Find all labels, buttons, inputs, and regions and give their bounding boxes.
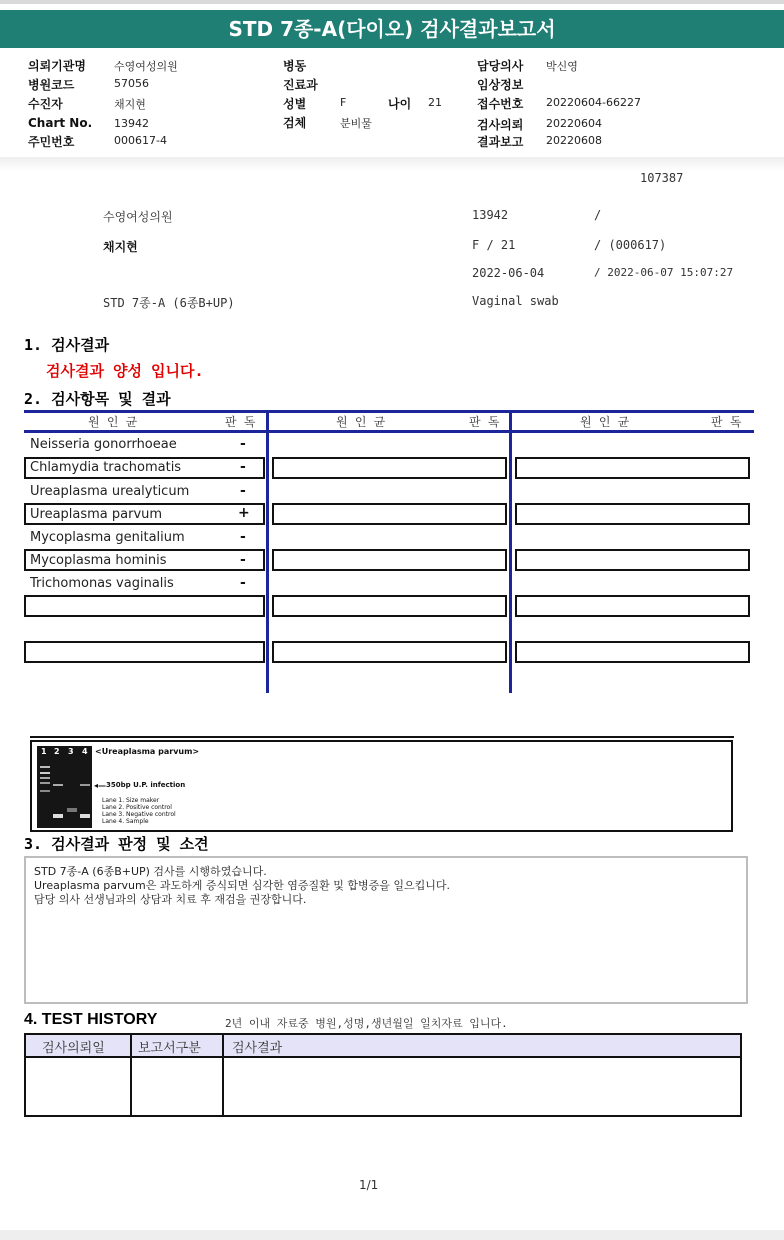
header-separator — [0, 157, 784, 171]
result-neisseria: - — [240, 436, 246, 452]
organism-urealyticum: Ureaplasma urealyticum — [30, 484, 190, 499]
result-cell-box — [515, 595, 750, 617]
gel-band — [40, 772, 50, 774]
specimen-value: 분비물 — [340, 117, 372, 130]
result-cell-box — [272, 457, 507, 479]
gel-band — [80, 784, 90, 786]
organism-neisseria: Neisseria gonorrhoeae — [30, 437, 177, 452]
summary-chart: 13942 — [472, 208, 509, 222]
request-value: 20220604 — [546, 117, 602, 130]
summary-patient: 채지현 — [103, 240, 138, 254]
page-number: 1/1 — [359, 1178, 379, 1192]
opinion-line-2: Ureaplasma parvum은 과도하게 증식되면 심각한 염증질환 및 합병증을 일으킵니다. — [34, 879, 450, 892]
gel-caption: <Ureaplasma parvum> — [95, 747, 200, 756]
summary-sample: Vaginal swab — [472, 294, 559, 308]
result-cell-box — [515, 641, 750, 663]
judge-header-1: 판 독 — [225, 415, 256, 429]
history-note: 2년 이내 자료중 병원,성명,생년월일 일치자료 입니다. — [225, 1017, 508, 1030]
specimen-label: 검체 — [283, 116, 307, 130]
result-trichomonas: - — [240, 575, 246, 591]
institution-label: 의뢰기관명 — [28, 59, 86, 73]
gel-band — [67, 808, 77, 812]
gel-band — [80, 814, 90, 818]
result-parvum: + — [238, 505, 250, 521]
opinion-line-1: STD 7종-A (6종B+UP) 검사를 시행하였습니다. — [34, 865, 267, 878]
result-chlamydia: - — [240, 459, 246, 475]
gel-arrow: ◂— — [94, 781, 107, 790]
summary-date1: 2022-06-04 — [472, 266, 545, 280]
lane-3-label: 3 — [68, 747, 74, 756]
gel-legend-4: Lane 4. Sample — [102, 818, 149, 825]
request-label: 검사의뢰 — [477, 118, 524, 132]
summary-code: 107387 — [640, 171, 684, 185]
history-table — [24, 1033, 742, 1117]
gel-legend-1: Lane 1. Size maker — [102, 797, 160, 804]
history-col-divider — [222, 1035, 224, 1115]
organism-trichomonas: Trichomonas vaginalis — [30, 576, 174, 591]
report-title: STD 7종-A(다이오) 검사결과보고서 — [0, 10, 784, 48]
report-value: 20220608 — [546, 134, 602, 147]
col-header-1: 원 인 균 — [88, 415, 138, 429]
gel-band — [53, 784, 63, 786]
dept-label: 진료과 — [283, 78, 318, 92]
section4-title: 4. TEST HISTORY — [24, 1011, 158, 1028]
institution-value: 수영여성의원 — [114, 60, 178, 73]
result-cell-box — [515, 549, 750, 571]
organism-genitalium: Mycoplasma genitalium — [30, 530, 185, 545]
opinion-box — [24, 856, 748, 1004]
organism-parvum: Ureaplasma parvum — [30, 507, 163, 522]
result-cell-box — [515, 503, 750, 525]
history-col-divider — [130, 1035, 132, 1115]
sex-value: F — [340, 96, 347, 109]
result-urealyticum: - — [240, 483, 246, 499]
receipt-value: 20220604-66227 — [546, 96, 641, 109]
resident-value: 000617-4 — [114, 134, 167, 147]
gel-band — [40, 777, 50, 779]
summary-date2: / 2022-06-07 15:07:27 — [594, 266, 734, 279]
chart-value: 13942 — [114, 117, 149, 130]
positive-result: 검사결과 양성 입니다. — [46, 362, 204, 380]
gel-band — [40, 782, 50, 784]
age-label: 나이 — [388, 97, 412, 111]
gel-band — [40, 790, 50, 792]
result-hominis: - — [240, 552, 246, 568]
gel-legend-3: Lane 3. Negative control — [102, 811, 176, 818]
age-value: 21 — [428, 96, 442, 109]
result-cell-box — [272, 503, 507, 525]
summary-institution: 수영여성의원 — [103, 210, 173, 224]
resident-label: 주민번호 — [28, 135, 75, 149]
gel-band — [53, 814, 63, 818]
lane-1-label: 1 — [41, 747, 47, 756]
lane-4-label: 4 — [82, 747, 88, 756]
section3-title: 3. 검사결과 판정 및 소견 — [24, 835, 209, 853]
section2-title: 2. 검사항목 및 결과 — [24, 390, 171, 408]
patient-label: 수진자 — [28, 97, 63, 111]
section1-title: 1. 검사결과 — [24, 336, 110, 354]
history-header-result: 검사결과 — [232, 1041, 283, 1056]
hospital-code-label: 병원코드 — [28, 78, 75, 92]
ward-label: 병동 — [283, 59, 307, 73]
table-header-line — [24, 430, 754, 433]
col-header-3: 원 인 균 — [580, 415, 630, 429]
gel-image-box — [30, 740, 733, 832]
hospital-code-value: 57056 — [114, 77, 149, 90]
organism-chlamydia: Chlamydia trachomatis — [30, 460, 182, 475]
gel-band-label: 350bp U.P. infection — [106, 781, 186, 789]
history-header-date: 검사의뢰일 — [42, 1041, 105, 1056]
table-divider-2 — [509, 410, 512, 693]
clinical-label: 임상정보 — [477, 78, 524, 92]
gel-band — [40, 766, 50, 768]
table-divider-1 — [266, 410, 269, 693]
doctor-label: 담당의사 — [477, 59, 524, 73]
col-header-2: 원 인 균 — [336, 415, 386, 429]
patient-value: 채지현 — [114, 98, 146, 111]
history-header-row — [26, 1035, 740, 1058]
top-border — [0, 0, 784, 4]
judge-header-2: 판 독 — [469, 415, 500, 429]
report-label: 결과보고 — [477, 135, 524, 149]
doctor-value: 박신영 — [546, 60, 578, 73]
summary-slash: / — [594, 208, 602, 222]
result-cell-box — [272, 595, 507, 617]
chart-label: Chart No. — [28, 116, 93, 130]
result-cell-box — [24, 595, 265, 617]
result-cell-box — [24, 641, 265, 663]
result-cell-box — [515, 457, 750, 479]
receipt-label: 접수번호 — [477, 97, 524, 111]
result-cell-box — [272, 641, 507, 663]
gel-top-rule — [30, 736, 734, 738]
history-header-type: 보고서구분 — [138, 1041, 201, 1056]
gel-legend-2: Lane 2. Positive control — [102, 804, 172, 811]
opinion-line-3: 담당 의사 선생님과의 상담과 치료 후 재검을 권장합니다. — [34, 893, 307, 906]
summary-test: STD 7종-A (6종B+UP) — [103, 296, 235, 310]
judge-header-3: 판 독 — [711, 415, 742, 429]
result-cell-box — [272, 549, 507, 571]
gel-image — [37, 746, 92, 828]
summary-id: / (000617) — [594, 238, 667, 252]
result-genitalium: - — [240, 529, 246, 545]
bottom-border — [0, 1230, 784, 1240]
organism-hominis: Mycoplasma hominis — [30, 553, 167, 568]
lane-2-label: 2 — [54, 747, 60, 756]
summary-sex-age: F / 21 — [472, 238, 516, 252]
sex-label: 성별 — [283, 97, 307, 111]
